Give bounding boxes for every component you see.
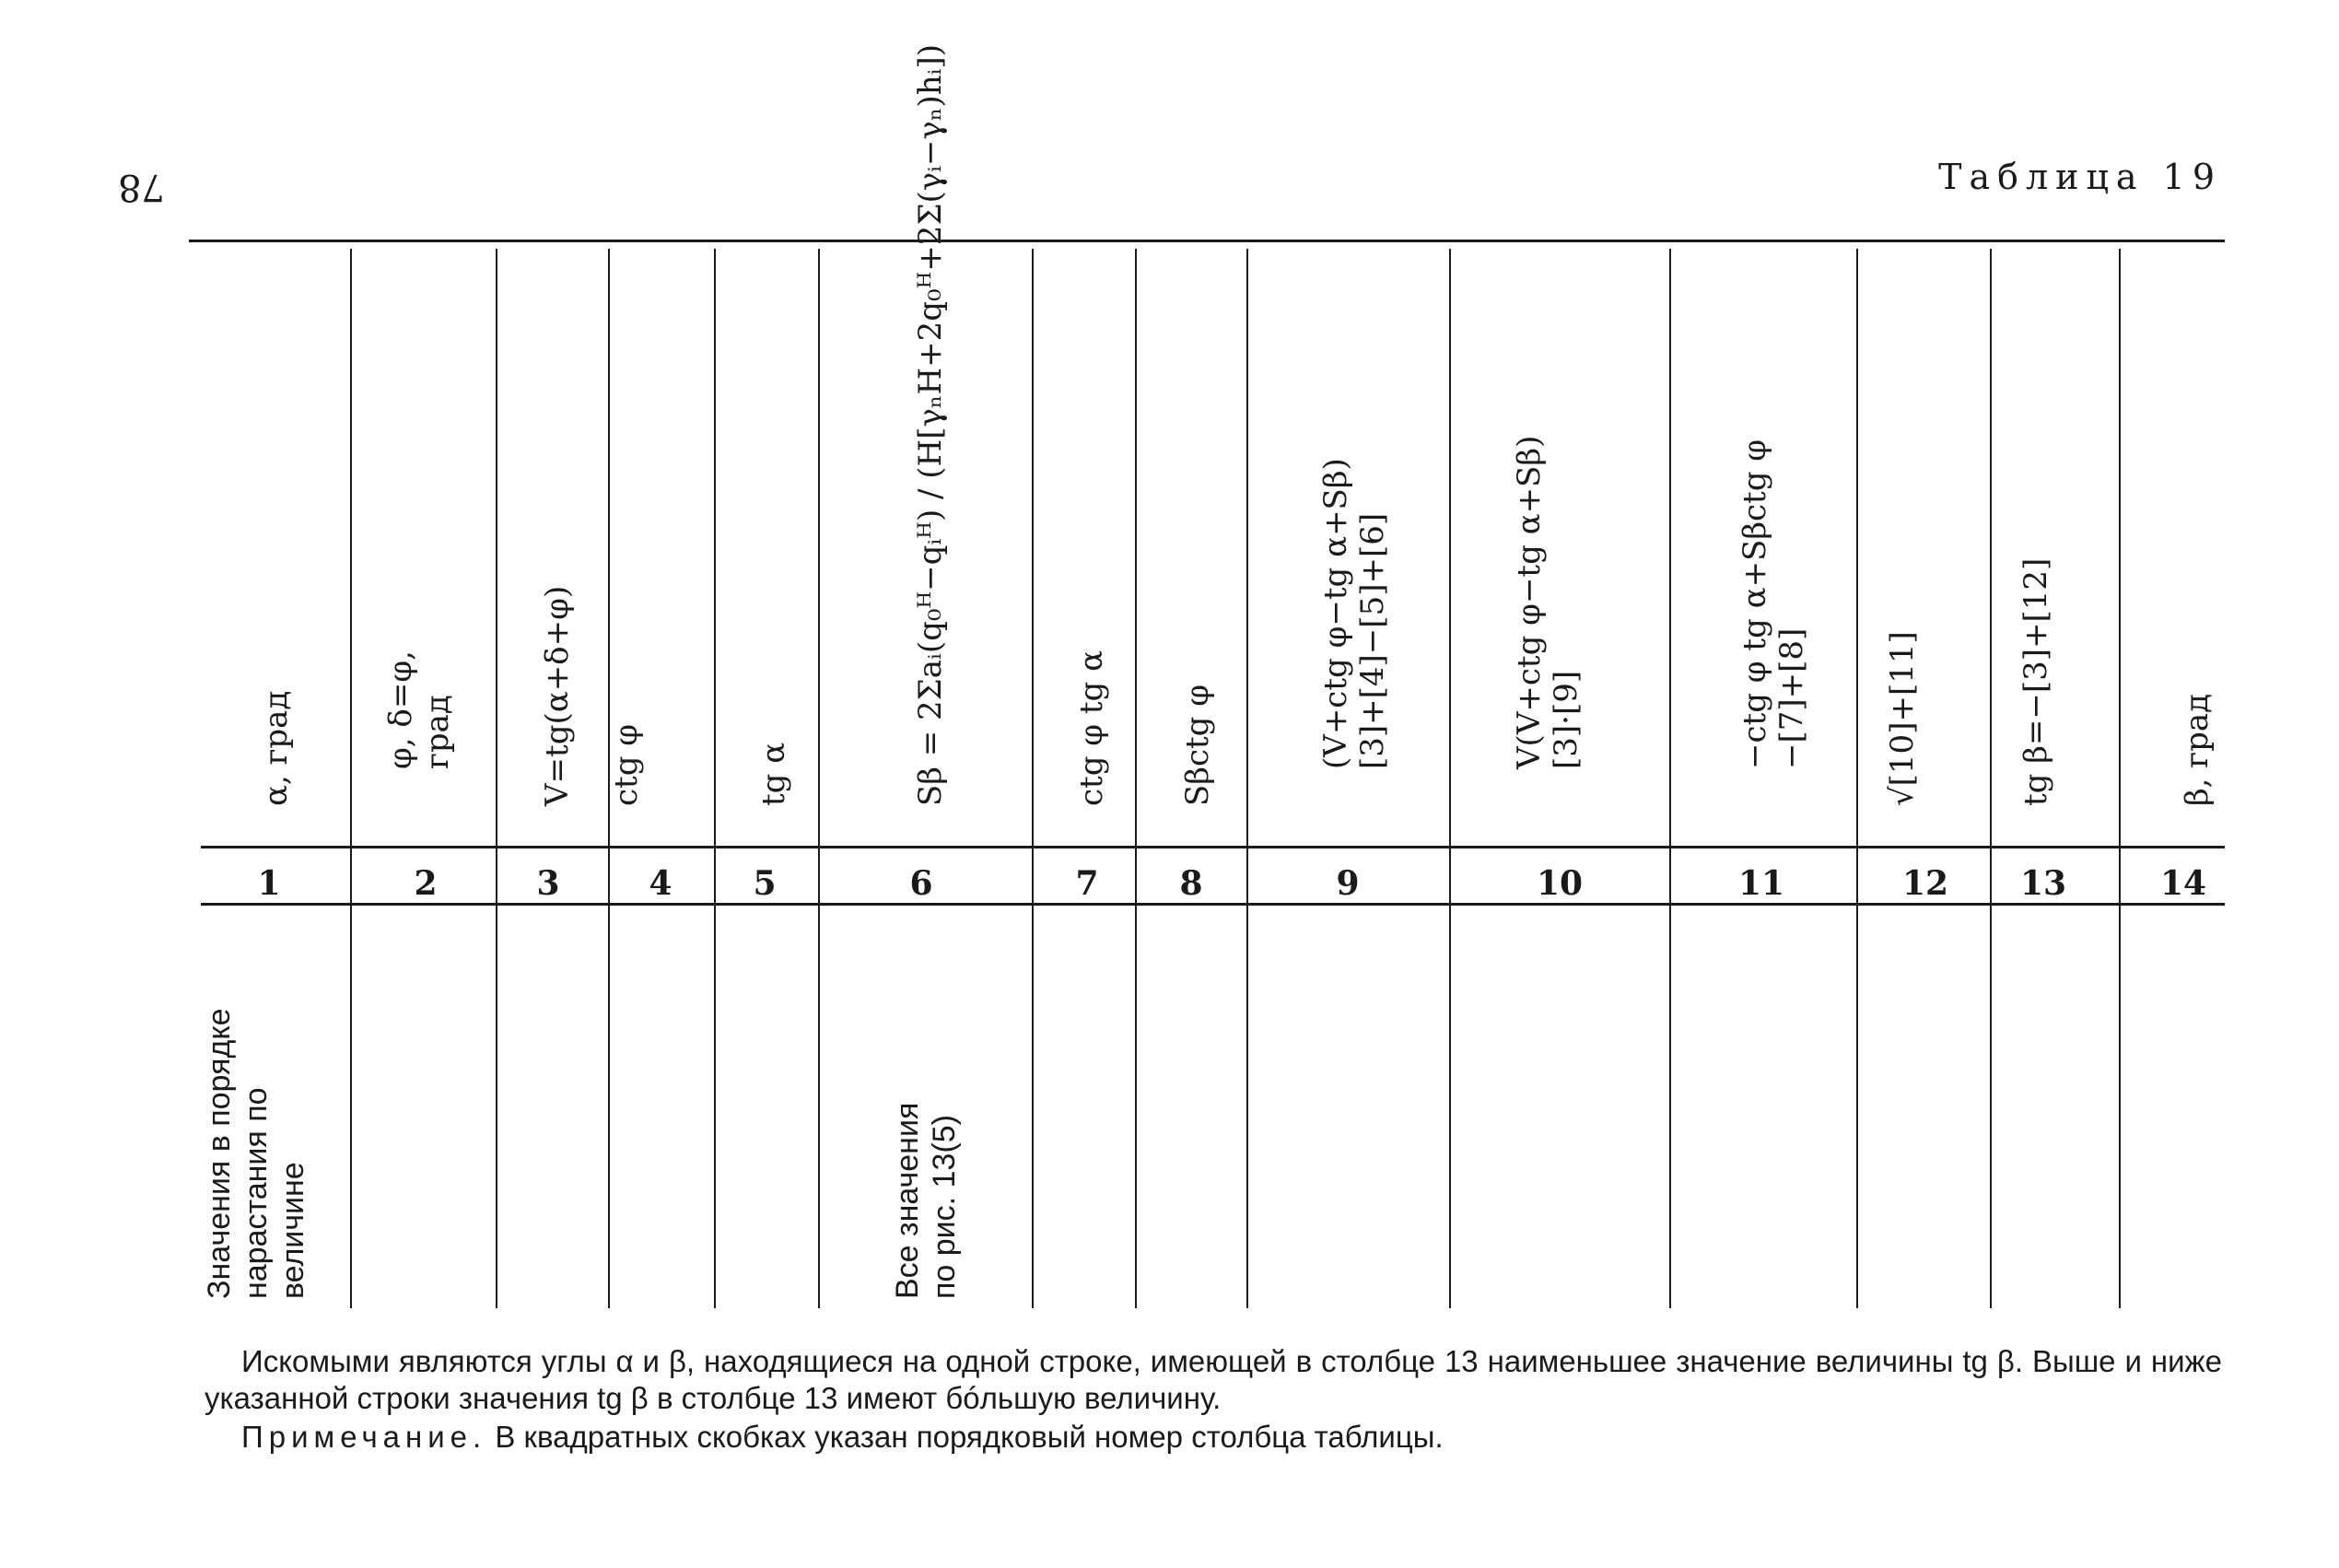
column-number: 11 xyxy=(1737,864,1785,903)
column-number: 13 xyxy=(2019,864,2067,903)
column-number: 12 xyxy=(1901,864,1949,903)
column-header-line: V=tg(α+δ+φ) xyxy=(539,585,576,806)
column-header-line: tg α xyxy=(755,742,792,806)
table-title: Таблица 19 xyxy=(1938,157,2222,197)
note-text: В квадратных скобках указан порядковый номер столбца таблицы. xyxy=(495,1420,1444,1454)
column-header-line: −ctg φ tg α+Sβctg φ xyxy=(1737,439,1773,769)
column-header-line: ctg φ xyxy=(608,723,645,806)
column-header-line: √[10]+[11] xyxy=(1884,631,1921,806)
column-header-line: tg β=−[3]+[12] xyxy=(2017,557,2054,806)
column-header-line: град xyxy=(419,695,456,769)
column-header-line: ctg φ tg α xyxy=(1073,649,1110,806)
column-number: 9 xyxy=(1336,864,1360,903)
column-divider xyxy=(2119,249,2121,1308)
column-header-line: [3]·[9] xyxy=(1548,670,1585,769)
column-divider xyxy=(1135,249,1137,1308)
column-header-line: V(V+ctg φ−tg α+Sβ) xyxy=(1511,435,1548,769)
column-number: 7 xyxy=(1075,864,1099,903)
column-number: 6 xyxy=(909,864,933,903)
column-header-line: α, град xyxy=(258,690,295,806)
note-label: Примечание. xyxy=(241,1420,487,1454)
column-divider xyxy=(1246,249,1248,1308)
column-divider xyxy=(1449,249,1451,1308)
number-row-bottom-rule xyxy=(201,903,2225,906)
column-divider xyxy=(1856,249,1858,1308)
column-number: 14 xyxy=(2159,864,2207,903)
column-number: 1 xyxy=(257,864,281,903)
column-divider xyxy=(350,249,352,1308)
column-header-line: [3]+[4]−[5]+[6] xyxy=(1354,512,1391,769)
column-divider xyxy=(714,249,716,1308)
column-header-line: β, град xyxy=(2179,693,2216,806)
note xyxy=(241,1419,2222,1456)
column-divider xyxy=(1669,249,1671,1308)
column-divider xyxy=(1032,249,1034,1308)
column-number: 2 xyxy=(414,864,438,903)
column-number: 8 xyxy=(1179,864,1203,903)
table-top-rule xyxy=(189,240,2225,242)
column-header-line: Sβ = 2Σaᵢ(q₀ᴴ−qᵢᴴ) / (H[γₙH+2q₀ᴴ+2Σ(γᵢ−γₙ)hᵢ]) xyxy=(912,44,949,806)
column-header-line: (V+ctg φ−tg α+Sβ) xyxy=(1317,458,1354,769)
column-number: 4 xyxy=(649,864,672,903)
column-header-line: −[7]+[8] xyxy=(1773,627,1810,769)
footnote: Искомыми являются углы α и β, находящиеся на одной строке, имеющей в столбце 13 наименьшее значение величины tg β. Выше и ниже указанной строки значения tg β в столбце 13 имеют бóльшую величину. xyxy=(205,1344,2222,1415)
column-number: 5 xyxy=(753,864,777,903)
column-divider xyxy=(496,249,497,1308)
column-number: 10 xyxy=(1536,864,1584,903)
column-number: 3 xyxy=(536,864,560,903)
column-divider xyxy=(818,249,820,1308)
header-bottom-rule xyxy=(201,846,2225,848)
column-header-line: φ, δ=φ, xyxy=(382,650,419,769)
column-header-line: Sβctg φ xyxy=(1179,684,1216,806)
page-number: 78 xyxy=(118,166,165,208)
column-divider xyxy=(1990,249,1992,1308)
